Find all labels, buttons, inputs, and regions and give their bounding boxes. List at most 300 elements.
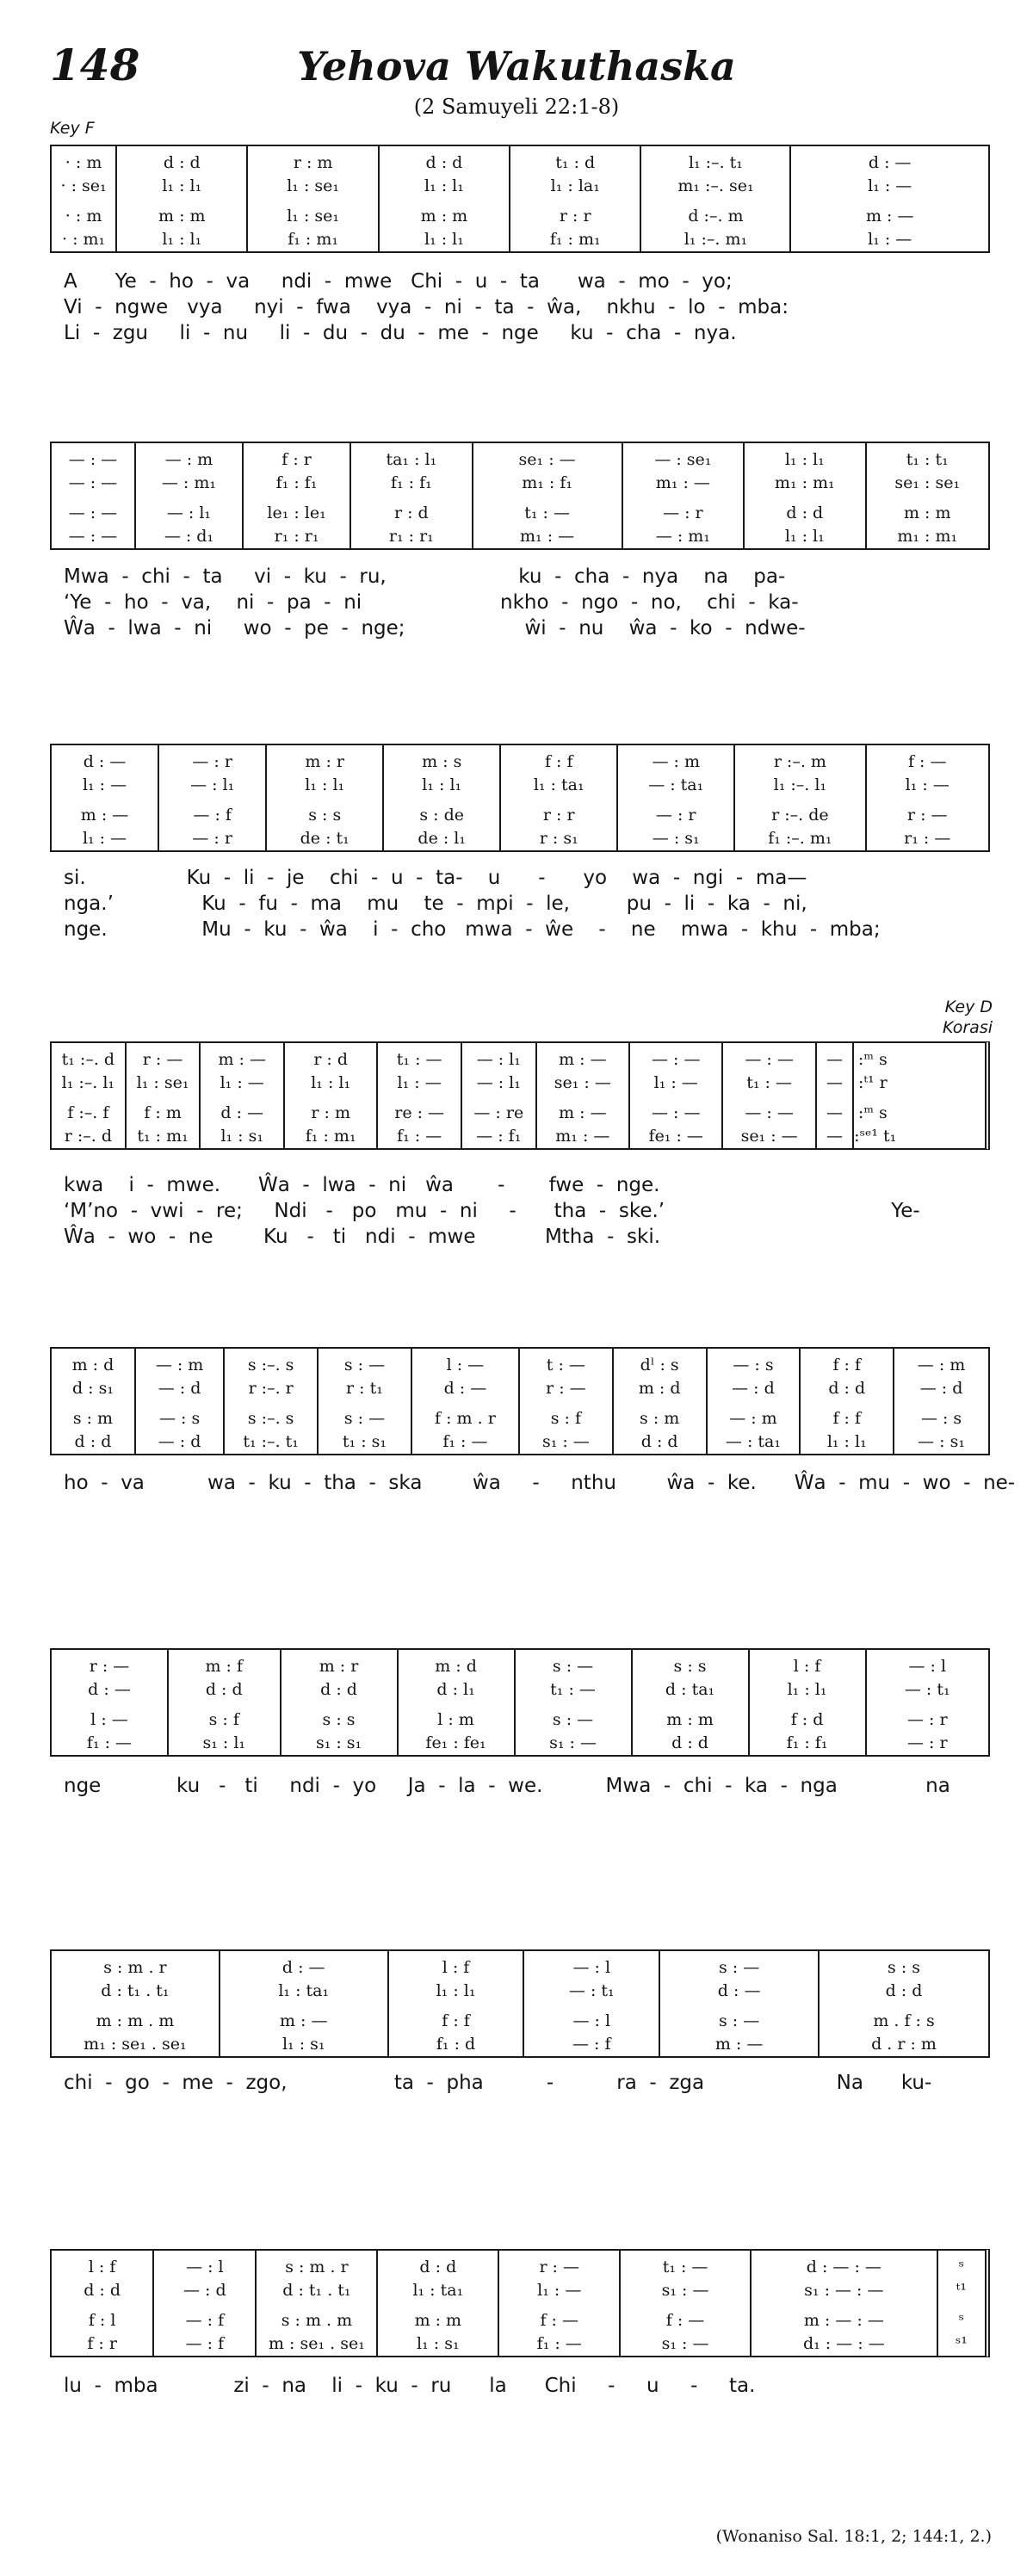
lyric-line: nge ku - ti ndi - yo Ja - la - we. Mwa - chi - ka - nga na — [64, 1775, 950, 1797]
note-cell: s :–. s — [247, 1356, 294, 1374]
note-cell: m : m . m — [96, 2011, 175, 2030]
note-cell: l₁ : — — [868, 176, 912, 195]
note-cell: r :–. de — [771, 806, 829, 825]
note-cell: l₁ : se₁ — [136, 1073, 189, 1092]
note-cell: · : se₁ — [60, 176, 107, 195]
note-cell: m₁ : — — [655, 473, 710, 492]
note-cell: s : m — [640, 1409, 680, 1428]
measure — [867, 443, 988, 548]
note-cell: l : — — [90, 1710, 128, 1729]
note-cell: f : r — [281, 450, 312, 469]
note-cell: l₁ : l₁ — [784, 527, 825, 546]
note-cell: se₁ : — — [554, 1073, 611, 1092]
music-system — [50, 442, 990, 550]
measure — [169, 1650, 281, 1755]
measure — [623, 443, 745, 548]
note-cell: s₁ : l₁ — [202, 1733, 246, 1752]
note-cell: — — [826, 1050, 843, 1069]
note-cell: s : s — [308, 806, 342, 825]
note-cell: r :–. d — [64, 1127, 112, 1146]
note-cell: r₁ : r₁ — [274, 527, 319, 546]
note-cell: m : — — [80, 806, 129, 825]
measure — [52, 443, 136, 548]
note-cell: m : — : — — [803, 2311, 884, 2330]
note-cell: r : — — [546, 1379, 586, 1398]
note-cell: s : — — [719, 2011, 760, 2030]
note-cell: l₁ :–. l₁ — [773, 775, 827, 794]
note-cell: r :–. r — [248, 1379, 294, 1398]
note-cell: — — [826, 1127, 843, 1146]
note-cell: l₁ : ta₁ — [533, 775, 585, 794]
measure — [752, 2251, 938, 2356]
note-cell: r : r — [542, 806, 575, 825]
note-cell: f₁ : m₁ — [305, 1127, 356, 1146]
note-cell: se₁ : — — [518, 450, 576, 469]
note-cell: l₁ : s₁ — [220, 1127, 263, 1146]
music-system — [50, 1041, 990, 1150]
note-cell: d : t₁ . t₁ — [282, 2281, 351, 2300]
note-cell: m₁ : — — [520, 527, 575, 546]
measure — [938, 2251, 985, 2356]
note-cell: — : l — [186, 2258, 224, 2276]
measure — [723, 1043, 816, 1148]
measure — [462, 1043, 537, 1148]
note-cell: t₁ : t₁ — [906, 450, 949, 469]
measure — [378, 1043, 462, 1148]
note-cell: — : s — [733, 1356, 774, 1374]
lyric-line: Li - zgu li - nu li - du - du - me - nge ku - cha - nya. — [64, 322, 737, 344]
note-cell: s : m . r — [103, 1958, 167, 1977]
lyric-line: ‘Ye - ho - va, ni - pa - ni nkho - ngo - no, chi - ka- — [64, 591, 799, 614]
note-cell: — : f — [572, 2035, 611, 2054]
note-cell: :ᵐ s — [857, 1050, 888, 1069]
note-cell: f₁ : d — [436, 2035, 476, 2054]
note-cell: s : — — [719, 1958, 760, 1977]
measure — [641, 146, 791, 251]
lyrics-block — [64, 865, 976, 942]
lyric-line: Mwa - chi - ta vi - ku - ru, ku - cha - nya na pa- — [64, 565, 786, 588]
note-cell: — : l — [572, 2011, 611, 2030]
note-cell: d : d — [84, 2281, 121, 2300]
note-cell: s : m . m — [281, 2311, 353, 2330]
note-cell: m : d — [638, 1379, 681, 1398]
note-cell: r : d — [313, 1050, 349, 1069]
note-cell: — : l₁ — [476, 1050, 521, 1069]
note-cell: f₁ :–. m₁ — [768, 829, 832, 848]
measure — [735, 745, 866, 850]
note-cell: ᵗ¹ — [956, 2281, 967, 2300]
note-cell: — : r — [655, 806, 696, 825]
note-cell: f : m . r — [435, 1409, 496, 1428]
note-cell: — : m — [917, 1356, 966, 1374]
note-cell: m : m — [420, 207, 468, 225]
note-cell: f :–. f — [67, 1103, 109, 1122]
music-system — [50, 145, 990, 253]
note-cell: — : d — [919, 1379, 963, 1398]
note-cell: l₁ : — — [653, 1073, 698, 1092]
lyrics-block — [64, 269, 976, 346]
measure — [380, 146, 510, 251]
note-cell: d : d — [163, 153, 201, 172]
measure — [894, 1349, 988, 1454]
key-change — [943, 997, 993, 1038]
lyric-line: chi - go - me - zgo, ta - pha - ra - zga Na ku- — [64, 2072, 932, 2094]
note-cell: — : l — [908, 1657, 947, 1676]
note-cell: s : s — [673, 1657, 707, 1676]
note-cell: l₁ : la₁ — [550, 176, 600, 195]
note-cell: d : — — [443, 1379, 487, 1398]
note-cell: ˢ¹ — [955, 2334, 968, 2353]
measure — [117, 146, 248, 251]
note-cell: :ᵗ¹ r — [857, 1073, 888, 1092]
note-cell: d : — — [88, 1680, 131, 1699]
note-cell: d : d — [828, 1379, 866, 1398]
note-cell: l : f — [88, 2258, 116, 2276]
note-cell: — : m — [155, 1356, 204, 1374]
measure — [159, 745, 267, 850]
measure — [220, 1951, 389, 2056]
note-cell: s : — — [552, 1657, 594, 1676]
note-cell: s₁ : — — [541, 1432, 590, 1451]
note-cell: s : s — [322, 1710, 356, 1729]
note-cell: se₁ : — — [740, 1127, 798, 1146]
note-cell: l₁ :–. l₁ — [61, 1073, 115, 1092]
note-cell: f₁ : m₁ — [288, 230, 338, 249]
note-cell: — : — — [745, 1050, 794, 1069]
note-cell: d : s₁ — [71, 1379, 114, 1398]
lyrics-block — [64, 564, 976, 641]
note-cell: — : m — [652, 752, 700, 771]
note-cell: — : m₁ — [161, 473, 217, 492]
lyric-line: Vi - ngwe vya nyi - fwa vya - ni - ta - ŵa, nkhu - lo - mba: — [64, 296, 789, 318]
note-cell: r : — — [142, 1050, 183, 1069]
note-cell: fe₁ : — — [648, 1127, 703, 1146]
note-cell: — : m — [729, 1409, 777, 1428]
music-system — [50, 1949, 990, 2058]
scripture-reference: (2 Samuyeli 22:1-8) — [413, 95, 620, 119]
measure — [412, 1349, 520, 1454]
note-cell: r : m — [311, 1103, 350, 1122]
note-cell: — : t₁ — [568, 1981, 615, 2000]
note-cell: f₁ : — — [397, 1127, 442, 1146]
note-cell: s₁ : — — [549, 1733, 597, 1752]
note-cell: l₁ : — — [537, 2281, 582, 2300]
note-cell: t₁ :–. d — [61, 1050, 115, 1069]
note-cell: d : — — [717, 1981, 761, 2000]
measure — [319, 1349, 412, 1454]
note-cell: f₁ : f₁ — [275, 473, 318, 492]
note-cell: r : d — [393, 503, 429, 522]
note-cell: · : m — [65, 153, 102, 172]
measure — [285, 1043, 378, 1148]
lyric-line: ho - va wa - ku - tha - ska ŵa - nthu ŵa - ke. Ŵa - mu - wo - ne- — [64, 1472, 1016, 1494]
note-cell: l : — — [446, 1356, 485, 1374]
measure — [244, 443, 351, 548]
note-cell: t₁ : s₁ — [342, 1432, 387, 1451]
note-cell: — : r — [192, 829, 232, 848]
note-cell: s₁ : — — [661, 2281, 709, 2300]
note-cell: — : ta₁ — [725, 1432, 781, 1451]
lyric-line: si. Ku - li - je chi - u - ta- u - yo wa - ngi - ma— — [64, 867, 807, 889]
measure — [52, 1349, 136, 1454]
note-cell: de : t₁ — [300, 829, 349, 848]
note-cell: — : s₁ — [652, 829, 700, 848]
note-cell: l₁ : — — [868, 230, 912, 249]
note-cell: l₁ : ta₁ — [278, 1981, 330, 2000]
note-cell: s : s — [888, 1958, 921, 1977]
note-cell: l : f — [442, 1958, 470, 1977]
note-cell: — : ta₁ — [648, 775, 704, 794]
note-cell: d : — — [220, 1103, 264, 1122]
note-cell: t₁ : — — [746, 1073, 792, 1092]
note-cell: d₁ : — : — — [802, 2334, 885, 2353]
note-cell: t₁ :–. t₁ — [243, 1432, 299, 1451]
note-cell: d : d — [74, 1432, 112, 1451]
note-cell: — : d₁ — [164, 527, 214, 546]
note-cell: s : m . r — [285, 2258, 349, 2276]
note-cell: f₁ : — — [86, 1733, 133, 1752]
measure — [618, 745, 735, 850]
measure — [537, 1043, 630, 1148]
note-cell: m : r — [319, 1657, 359, 1676]
measure — [820, 1951, 988, 2056]
note-cell: d : d — [320, 1680, 357, 1699]
note-cell: d : d — [425, 153, 463, 172]
note-cell: — : f — [185, 2311, 225, 2330]
note-cell: — : l₁ — [476, 1073, 521, 1092]
measure — [267, 745, 384, 850]
note-cell: — : — — [745, 1103, 794, 1122]
note-cell: — : r — [906, 1710, 948, 1729]
note-cell: t : — — [546, 1356, 585, 1374]
note-cell: — : m₁ — [655, 527, 710, 546]
note-cell: m₁ : f₁ — [522, 473, 572, 492]
note-cell: s :–. s — [247, 1409, 294, 1428]
measure — [708, 1349, 801, 1454]
note-cell: m₁ : m₁ — [897, 527, 958, 546]
note-cell: — : l₁ — [166, 503, 212, 522]
measure — [520, 1349, 614, 1454]
note-cell: — — [826, 1103, 843, 1122]
note-cell: l₁ :–. m₁ — [684, 230, 748, 249]
note-cell: le₁ : le₁ — [267, 503, 326, 522]
measure — [52, 2251, 154, 2356]
note-cell: t₁ : — — [524, 503, 570, 522]
note-cell: — : — — [68, 527, 118, 546]
note-cell: d : d — [205, 1680, 243, 1699]
note-cell: fe₁ : fe₁ — [425, 1733, 486, 1752]
note-cell: d : — : — — [806, 2258, 881, 2276]
music-system — [50, 1648, 990, 1757]
note-cell: f : f — [544, 752, 573, 771]
note-cell: l₁ : — — [905, 775, 949, 794]
key-signature: Key F — [50, 119, 95, 138]
note-cell: d : — — [281, 1958, 325, 1977]
note-cell: l₁ : l₁ — [162, 176, 202, 195]
note-cell: f : m — [144, 1103, 182, 1122]
note-cell: l₁ : — — [82, 775, 127, 794]
lyrics-block — [64, 1470, 1016, 1496]
note-cell: l₁ : ta₁ — [412, 2281, 464, 2300]
note-cell: — : l — [572, 1958, 611, 1977]
note-cell: t₁ : m₁ — [137, 1127, 189, 1146]
source-reference: (Wonaniso Sal. 18:1, 2; 144:1, 2.) — [715, 2527, 992, 2546]
note-cell: — : se₁ — [654, 450, 712, 469]
note-cell: r :–. m — [773, 752, 826, 771]
note-cell: — : f₁ — [476, 1127, 522, 1146]
music-system — [50, 1347, 990, 1455]
note-cell: r : m — [293, 153, 333, 172]
measure — [660, 1951, 820, 2056]
note-cell: r : s₁ — [539, 829, 578, 848]
note-cell: m : se₁ . se₁ — [269, 2334, 365, 2353]
measure — [614, 1349, 708, 1454]
note-cell: l₁ : se₁ — [287, 176, 340, 195]
note-cell: d : d — [640, 1432, 678, 1451]
hymn-number: 148 — [50, 40, 140, 90]
note-cell: m : — — [218, 1050, 266, 1069]
note-cell: m : — — [865, 207, 914, 225]
note-cell: l₁ : l₁ — [424, 176, 464, 195]
note-cell: s : — — [552, 1710, 594, 1729]
note-cell: s : — — [343, 1356, 386, 1374]
note-cell: d : t₁ . t₁ — [101, 1981, 170, 2000]
note-cell: · : m₁ — [62, 230, 106, 249]
note-cell: s : m — [72, 1409, 114, 1428]
note-cell: f : f — [442, 2011, 470, 2030]
note-cell: — : d — [158, 1379, 201, 1398]
measure — [633, 1650, 750, 1755]
note-cell: de : l₁ — [418, 829, 467, 848]
note-cell: m₁ : se₁ . se₁ — [84, 2035, 187, 2054]
note-cell: l₁ : l₁ — [436, 1981, 476, 2000]
note-cell: l₁ : l₁ — [424, 230, 464, 249]
note-cell: l₁ : l₁ — [311, 1073, 351, 1092]
measure — [516, 1650, 633, 1755]
measure — [201, 1043, 285, 1148]
measure — [52, 1043, 127, 1148]
lyrics-block — [64, 1773, 976, 1799]
measure — [524, 1951, 660, 2056]
note-cell: t₁ : — — [396, 1050, 442, 1069]
measure — [854, 1043, 897, 1148]
note-cell: l₁ : l₁ — [305, 775, 345, 794]
note-cell: l : m — [437, 1710, 474, 1729]
note-cell: — : d — [732, 1379, 775, 1398]
measure — [801, 1349, 894, 1454]
measure — [621, 2251, 752, 2356]
note-cell: :ˢᵉ¹ t₁ — [854, 1127, 897, 1146]
note-cell: f : r — [87, 2334, 117, 2353]
note-cell: r : t₁ — [346, 1379, 383, 1398]
lyric-line: Ŵa - wo - ne Ku - ti ndi - mwe Mtha - ski. — [64, 1226, 661, 1248]
hymn-title: Yehova Wakuthaska — [297, 43, 736, 90]
note-cell: m₁ : m₁ — [774, 473, 835, 492]
note-cell: s₁ : s₁ — [315, 1733, 362, 1752]
lyric-line: A Ye - ho - va ndi - mwe Chi - u - ta wa - mo - yo; — [64, 270, 733, 293]
note-cell: d : d — [671, 1733, 708, 1752]
note-cell: ˢ — [958, 2258, 965, 2276]
measure — [136, 443, 244, 548]
note-cell: — — [826, 1073, 843, 1092]
lyrics-block — [64, 2373, 976, 2399]
note-cell: f : d — [790, 1710, 824, 1729]
note-cell: m : s — [422, 752, 462, 771]
lyric-line: kwa i - mwe. Ŵa - lwa - ni ŵa - fwe - nge. — [64, 1174, 660, 1196]
note-cell: s : de — [419, 806, 465, 825]
note-cell: — : — — [68, 503, 118, 522]
note-cell: l₁ : — — [397, 1073, 442, 1092]
note-cell: m : m — [414, 2311, 462, 2330]
note-cell: · : m — [65, 207, 102, 225]
measure — [791, 146, 987, 251]
note-cell: d : d — [885, 1981, 923, 2000]
note-cell: d . r : m — [871, 2035, 937, 2054]
measure — [52, 1650, 169, 1755]
measure — [225, 1349, 319, 1454]
note-cell: t₁ : — — [550, 1680, 596, 1699]
note-cell: m : d — [435, 1657, 477, 1676]
measure — [378, 2251, 499, 2356]
note-cell: d : — — [868, 153, 912, 172]
note-cell: f : f — [832, 1409, 862, 1428]
note-cell: — : f — [193, 806, 232, 825]
note-cell: r₁ : — — [904, 829, 951, 848]
note-cell: m : d — [71, 1356, 114, 1374]
note-cell: — : — — [68, 473, 118, 492]
note-cell: f₁ : f₁ — [786, 1733, 828, 1752]
note-cell: — : — — [651, 1050, 701, 1069]
measure — [750, 1650, 867, 1755]
measure — [501, 745, 618, 850]
note-cell: m₁ : — — [555, 1127, 610, 1146]
measure — [351, 443, 473, 548]
note-cell: f : — — [665, 2311, 705, 2330]
note-cell: l : f — [793, 1657, 821, 1676]
measure — [248, 146, 379, 251]
measure — [867, 1650, 988, 1755]
measure — [52, 1951, 220, 2056]
note-cell: m : r — [305, 752, 345, 771]
measure — [817, 1043, 854, 1148]
note-cell: r : — — [906, 806, 948, 825]
note-cell: r : r — [559, 207, 591, 225]
measure — [127, 1043, 201, 1148]
measure — [499, 2251, 621, 2356]
note-cell: t₁ : — — [662, 2258, 708, 2276]
note-cell: f : — — [540, 2311, 578, 2330]
note-cell: m . f : s — [873, 2011, 935, 2030]
note-cell: m : — — [714, 2035, 764, 2054]
measure — [384, 745, 501, 850]
note-cell: s₁ : — — [661, 2334, 709, 2353]
lyric-line: Ŵa - lwa - ni wo - pe - nge; ŵi - nu ŵa - ko - ndwe- — [64, 617, 806, 639]
note-cell: f₁ : — — [442, 1432, 488, 1451]
measure — [510, 146, 641, 251]
note-cell: l₁ : se₁ — [287, 207, 340, 225]
measure — [257, 2251, 378, 2356]
note-cell: l₁ : — — [220, 1073, 264, 1092]
note-cell: l₁ : l₁ — [784, 450, 825, 469]
note-cell: d :–. m — [688, 207, 744, 225]
measure — [389, 1951, 525, 2056]
note-cell: :ᵐ s — [857, 1103, 888, 1122]
note-cell: se₁ : se₁ — [894, 473, 961, 492]
note-cell: l₁ : l₁ — [787, 1680, 827, 1699]
note-cell: l₁ : l₁ — [422, 775, 462, 794]
lyric-line: ‘M’no - vwi - re; Ndi - po mu - ni - tha - ske.’ Ye- — [64, 1200, 920, 1222]
note-cell: — : t₁ — [904, 1680, 950, 1699]
